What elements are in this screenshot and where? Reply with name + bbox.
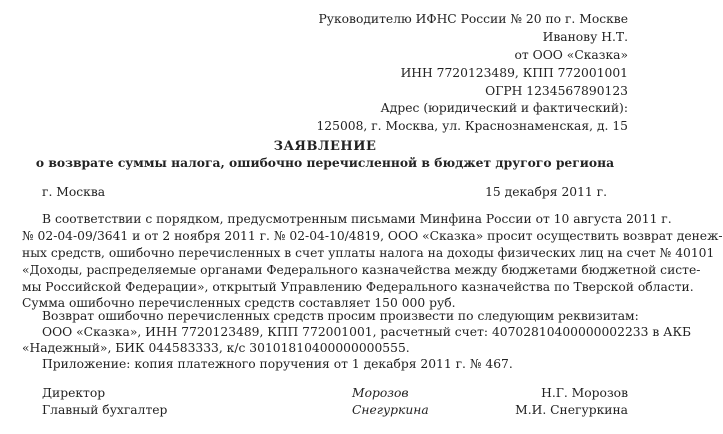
addressee-line: от ООО «Сказка» (514, 48, 628, 62)
body-line: «Доходы, распределяемые органами Федерального казначейства между бюджетами бюджетной систе- (22, 263, 701, 277)
body-line: Возврат ошибочно перечисленных средств просим произвести по следующим реквизитам: (42, 309, 639, 323)
signature-role: Главный бухгалтер (42, 403, 168, 417)
document-date: 15 декабря 2011 г. (485, 185, 607, 199)
addressee-line: ИНН 7720123489, КПП 772001001 (400, 66, 628, 80)
addressee-line: 125008, г. Москва, ул. Краснознаменская, д. 15 (316, 119, 628, 133)
handwritten-signature: Морозов (352, 386, 409, 400)
addressee-line: Адрес (юридический и фактический): (380, 101, 628, 115)
handwritten-signature: Снегуркина (352, 403, 429, 417)
body-line: Сумма ошибочно перечисленных средств составляет 150 000 руб. (22, 296, 456, 310)
addressee-line: Руководителю ИФНС России № 20 по г. Москве (318, 12, 628, 26)
document-title: ЗАЯВЛЕНИЕ (273, 139, 377, 154)
signatory-name: М.И. Снегуркина (515, 403, 628, 417)
body-line: ООО «Сказка», ИНН 7720123489, КПП 772001001, расчетный счет: 40702810400000002233 в АКБ (42, 325, 692, 339)
signature-role: Директор (42, 386, 106, 400)
body-line: ных средств, ошибочно перечисленных в счет уплаты налога на доходы физических лиц на счет № 40101 (22, 246, 715, 260)
document-city: г. Москва (42, 185, 106, 199)
attachment-note: Приложение: копия платежного поручения от 1 декабря 2011 г. № 467. (42, 357, 513, 371)
addressee-line: Иванову Н.Т. (542, 30, 628, 44)
body-line: мы Российской Федерации», открытый Управлению Федерального казначейства по Тверской области. (22, 280, 694, 294)
body-line: «Надежный», БИК 044583333, к/с 30101810400000000555. (22, 341, 410, 355)
body-line: В соответствии с порядком, предусмотренным письмами Минфина России от 10 августа 2011 г. (42, 212, 672, 226)
document-subtitle: о возврате суммы налога, ошибочно перечисленной в бюджет другого региона (35, 155, 615, 170)
body-line: № 02-04-09/3641 и от 2 ноября 2011 г. № 02-04-10/4819, ООО «Сказка» просит осуществить возврат денеж- (22, 229, 723, 243)
signatory-name: Н.Г. Морозов (541, 386, 628, 400)
addressee-line: ОГРН 1234567890123 (485, 84, 628, 98)
